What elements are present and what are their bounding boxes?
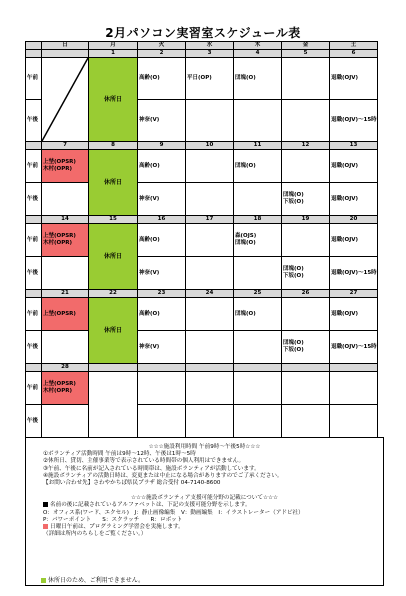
morning-label: 午前 <box>26 58 42 100</box>
schedule-cell <box>234 58 282 100</box>
programming-note-sub: （詳細は所内のちらしをご覧ください。） <box>43 531 147 538</box>
schedule-cell <box>282 224 330 257</box>
schedule-cell <box>186 58 234 100</box>
volunteer-entry: 木村(OPR) <box>43 166 72 172</box>
date-number: 21 <box>42 290 89 298</box>
volunteer-entry: 神奈(V) <box>139 195 160 202</box>
date-number: 11 <box>234 142 282 150</box>
schedule-cell <box>234 405 282 438</box>
schedule-cell <box>282 100 330 142</box>
morning-label: 午前 <box>26 298 42 331</box>
date-number: 14 <box>42 216 89 224</box>
volunteer-entry: 神奈(V) <box>139 343 160 350</box>
volunteer-entry: 高齢(O) <box>139 236 160 243</box>
usage-heading: ☆☆☆施設利用時間 午前9時〜午後5時☆☆☆ <box>148 444 261 450</box>
morning-row <box>26 58 378 100</box>
date-number <box>282 364 330 372</box>
date-number: 26 <box>282 290 330 298</box>
schedule-cell <box>138 58 186 100</box>
morning-label: 午前 <box>26 150 42 183</box>
schedule-cell <box>42 331 89 364</box>
schedule-cell <box>138 224 186 257</box>
volunteer-entry: 神奈(V) <box>139 269 160 276</box>
morning-row <box>26 372 378 405</box>
usage-line: ②休所日、貸切、主催事業等で表示されている時間帯の個人利用はできません。 <box>43 458 245 465</box>
date-number <box>234 364 282 372</box>
volunteer-entry: 神奈(V) <box>139 117 160 123</box>
afternoon-row <box>26 331 378 364</box>
date-number: 27 <box>330 290 378 298</box>
holiday-cell: 休所日 <box>89 150 138 216</box>
volunteer-entry: 団塊(O) <box>283 266 304 272</box>
date-corner <box>26 364 42 372</box>
schedule-cell <box>330 224 378 257</box>
date-number <box>330 364 378 372</box>
schedule-cell <box>186 150 234 183</box>
volunteer-entry: 退職(OJV)〜15時 <box>331 269 377 276</box>
date-row <box>26 364 378 372</box>
volunteer-entry: 団塊(O) <box>235 162 256 169</box>
volunteer-entry: 退職(OJV) <box>331 195 359 202</box>
date-row <box>26 50 378 58</box>
schedule-cell <box>282 58 330 100</box>
support-intro: 名前の後に記載されているアルファベットは、下記の支援可能分野を示します。 <box>50 502 251 509</box>
schedule-cell <box>234 150 282 183</box>
date-number <box>89 364 138 372</box>
date-number: 13 <box>330 142 378 150</box>
date-row <box>26 216 378 224</box>
schedule-cell <box>330 405 378 438</box>
afternoon-label: 午後 <box>26 100 42 142</box>
schedule-cell <box>330 58 378 100</box>
schedule-cell <box>282 331 330 364</box>
date-number: 2 <box>138 50 186 58</box>
schedule-cell <box>186 183 234 216</box>
usage-line: ①ボランティア活動時間 午前は9時〜12時、午後は1時〜5時 <box>43 451 196 458</box>
footer-text: 休所日のため、ご利用できません。 <box>48 577 145 584</box>
schedule-cell <box>234 224 282 257</box>
notes-box <box>25 437 384 586</box>
volunteer-entry: 下坂(O) <box>283 347 304 353</box>
afternoon-row <box>26 405 378 438</box>
volunteer-entry: 団塊(O) <box>235 75 256 81</box>
schedule-cell <box>234 100 282 142</box>
weekday-header: 土 <box>330 42 378 50</box>
volunteer-entry: 木村(OPR) <box>43 388 72 394</box>
date-number: 15 <box>89 216 138 224</box>
afternoon-row <box>26 183 378 216</box>
schedule-cell <box>282 183 330 216</box>
schedule-calendar <box>25 41 378 438</box>
weekday-header: 水 <box>186 42 234 50</box>
schedule-cell <box>138 405 186 438</box>
volunteer-entry: 平日(OP) <box>187 75 212 81</box>
volunteer-entry: 団塊(O) <box>235 240 256 246</box>
schedule-cell <box>282 150 330 183</box>
programming-note: 日曜日午前は、プログラミング学習会を実施します。 <box>50 524 184 531</box>
volunteer-entry: 退職(OJV) <box>331 75 359 81</box>
date-number: 24 <box>186 290 234 298</box>
date-row <box>26 142 378 150</box>
schedule-cell <box>330 150 378 183</box>
empty-day-cell <box>42 58 89 142</box>
date-number <box>138 364 186 372</box>
date-number: 3 <box>186 50 234 58</box>
page-title: 2月パソコン実習室スケジュール表 <box>105 26 301 40</box>
date-number: 1 <box>89 50 138 58</box>
schedule-cell <box>186 224 234 257</box>
footer-note <box>41 575 144 584</box>
schedule-cell <box>330 331 378 364</box>
volunteer-entry: 退職(OJV) <box>331 310 359 317</box>
date-number: 17 <box>186 216 234 224</box>
date-number: 18 <box>234 216 282 224</box>
schedule-cell <box>186 372 234 405</box>
red-square-icon <box>43 524 48 529</box>
date-corner <box>26 216 42 224</box>
schedule-cell <box>42 298 89 331</box>
date-number: 28 <box>42 364 89 372</box>
volunteer-entry: 高齢(O) <box>139 75 160 81</box>
schedule-cell <box>42 372 89 405</box>
support-codes: O：オフィス系(ワード、エクセル) J：静止画像編集 V：動画編集 I：イラストレーター（アドビ社） <box>43 509 304 516</box>
date-number: 20 <box>330 216 378 224</box>
date-number <box>42 50 89 58</box>
schedule-cell <box>186 405 234 438</box>
date-number: 9 <box>138 142 186 150</box>
weekday-header: 金 <box>282 42 330 50</box>
volunteer-entry: 団塊(O) <box>283 192 304 198</box>
weekday-header: 木 <box>234 42 282 50</box>
diagonal-slash <box>42 58 88 141</box>
bullet-icon <box>43 502 48 507</box>
schedule-cell <box>186 331 234 364</box>
schedule-cell <box>42 257 89 290</box>
volunteer-entry: 上埜(OPSR) <box>43 381 76 387</box>
schedule-cell <box>282 405 330 438</box>
schedule-cell <box>330 100 378 142</box>
volunteer-entry: 高齢(O) <box>139 162 160 169</box>
volunteer-entry: 下坂(O) <box>283 199 304 205</box>
date-number: 7 <box>42 142 89 150</box>
afternoon-label: 午後 <box>26 183 42 216</box>
volunteer-entry: 森(OJS) <box>235 233 257 239</box>
volunteer-entry: 退職(OJV)〜15時 <box>331 117 377 123</box>
schedule-cell <box>42 183 89 216</box>
volunteer-entry: 団塊(O) <box>283 340 304 346</box>
green-square-icon <box>41 578 46 583</box>
volunteer-entry: 高齢(O) <box>139 310 160 317</box>
date-number <box>186 364 234 372</box>
schedule-cell <box>138 331 186 364</box>
volunteer-entry: 退職(OJV)〜15時 <box>331 343 377 350</box>
afternoon-label: 午後 <box>26 331 42 364</box>
date-corner <box>26 290 42 298</box>
morning-row <box>26 150 378 183</box>
schedule-cell <box>282 372 330 405</box>
afternoon-label: 午後 <box>26 257 42 290</box>
date-number: 6 <box>330 50 378 58</box>
schedule-cell <box>42 224 89 257</box>
schedule-cell <box>42 150 89 183</box>
schedule-cell <box>42 405 89 438</box>
morning-row <box>26 224 378 257</box>
holiday-cell: 休所日 <box>89 298 138 364</box>
date-number: 4 <box>234 50 282 58</box>
date-row <box>26 290 378 298</box>
contact-line: 【お問い合わせ先】さわやかちば県民プラザ 総合受付 04-7140-8600 <box>43 480 221 487</box>
schedule-cell <box>282 298 330 331</box>
morning-row <box>26 298 378 331</box>
date-number: 8 <box>89 142 138 150</box>
schedule-cell <box>186 100 234 142</box>
date-number: 5 <box>282 50 330 58</box>
weekday-header-row <box>26 42 378 50</box>
date-number: 16 <box>138 216 186 224</box>
date-number: 19 <box>282 216 330 224</box>
corner-cell <box>26 42 42 50</box>
schedule-cell <box>234 372 282 405</box>
schedule-cell <box>234 298 282 331</box>
holiday-cell: 休所日 <box>89 58 138 142</box>
support-heading: ☆☆☆施設ボランティア支援可能分野の記載について☆☆☆ <box>131 495 278 502</box>
schedule-cell <box>234 257 282 290</box>
volunteer-entry: 上埜(OPSR) <box>43 310 76 317</box>
afternoon-row <box>26 257 378 290</box>
date-number: 22 <box>89 290 138 298</box>
schedule-cell <box>234 183 282 216</box>
schedule-cell <box>138 183 186 216</box>
holiday-cell: 休所日 <box>89 224 138 290</box>
schedule-cell <box>234 331 282 364</box>
volunteer-entry: 上埜(OPSR) <box>43 159 76 165</box>
volunteer-entry: 下坂(O) <box>283 273 304 279</box>
morning-label: 午前 <box>26 224 42 257</box>
date-number: 10 <box>186 142 234 150</box>
support-codes: P：パワーポイント S：スクラッチ R：ロボット <box>43 516 183 523</box>
schedule-cell <box>282 257 330 290</box>
schedule-cell <box>138 372 186 405</box>
schedule-cell <box>330 298 378 331</box>
schedule-cell <box>138 298 186 331</box>
schedule-cell <box>330 257 378 290</box>
date-corner <box>26 142 42 150</box>
weekday-header: 火 <box>138 42 186 50</box>
morning-label: 午前 <box>26 372 42 405</box>
usage-line: ④施設ボランティアの活動日時は、変更または中止になる場合がありますのでご了承ください。 <box>43 472 283 479</box>
schedule-cell <box>186 257 234 290</box>
schedule-cell <box>138 257 186 290</box>
volunteer-entry: 退職(OJV) <box>331 236 359 243</box>
date-number: 25 <box>234 290 282 298</box>
date-number: 23 <box>138 290 186 298</box>
volunteer-entry: 上埜(OPSR) <box>43 233 76 239</box>
usage-line: ③午前、午後に名前が記入されている時間帯は、施設ボランティアが活動しています。 <box>43 465 260 472</box>
weekday-header: 月 <box>89 42 138 50</box>
schedule-cell <box>330 183 378 216</box>
schedule-cell <box>138 100 186 142</box>
volunteer-entry: 木村(OPR) <box>43 240 72 246</box>
weekday-header: 日 <box>42 42 89 50</box>
schedule-cell <box>138 150 186 183</box>
date-corner <box>26 50 42 58</box>
afternoon-label: 午後 <box>26 405 42 438</box>
schedule-cell <box>330 372 378 405</box>
date-number: 12 <box>282 142 330 150</box>
empty-cell <box>89 372 138 438</box>
volunteer-entry: 団塊(O) <box>235 310 256 317</box>
schedule-cell <box>186 298 234 331</box>
volunteer-entry: 退職(OJV) <box>331 162 359 169</box>
